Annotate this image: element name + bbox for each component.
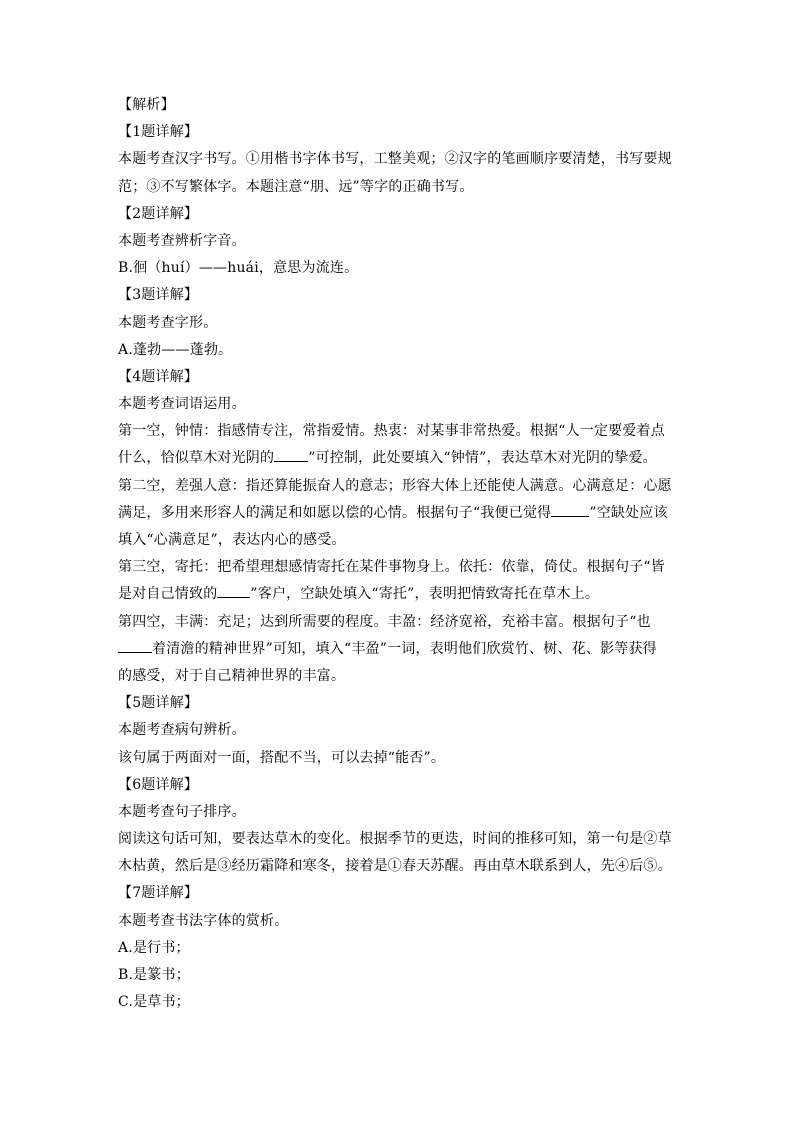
paragraph-line: 该句属于两面对一面，搭配不当，可以去掉“能否”。 — [118, 749, 446, 766]
paragraph-line: 本题考查字形。 — [118, 314, 218, 331]
paragraph-line: 木枯黄，然后是③经历霜降和寒冬，接着是①春天苏醒。再由草木联系到人，先④后⑤。 — [118, 858, 672, 875]
paragraph-line — [118, 581, 678, 608]
paragraph-line: 第二空，差强人意：指还算能振奋人的意志；形容大体上还能使人满意。心满意足：心愿 — [118, 477, 672, 494]
paragraph-line: 阅读这句话可知，要表达草木的变化。根据季节的更迭，时间的推移可知，第一句是②草 — [118, 831, 672, 848]
option-line: A.是行书； — [118, 939, 190, 956]
text-segment: ”空缺处应该 — [589, 504, 668, 521]
paragraph-line: 第三空，寄托：把希望理想感情寄托在某件事物身上。依托：依靠，倚仗。根据句子“皆 — [118, 559, 665, 576]
q3-heading: 【3题详解】 — [118, 287, 199, 304]
paragraph-line: 本题考查汉字书写。①用楷书字体书写，工整美观；②汉字的笔画顺序要清楚，书写要规 — [118, 151, 672, 168]
analysis-content — [118, 92, 678, 1016]
text-segment: 是对自己情致的 — [118, 586, 218, 603]
paragraph-line: 范；③不写繁体字。本题注意“朋、远”等字的正确书写。 — [118, 178, 474, 195]
paragraph-line: 本题考查病句辨析。 — [118, 722, 246, 739]
q7-heading: 【7题详解】 — [118, 885, 199, 902]
fill-blank — [551, 502, 589, 517]
fill-blank — [118, 638, 152, 653]
option-line: C.是草书； — [118, 994, 190, 1011]
paragraph-line: 第四空，丰满：充足；达到所需要的程度。丰盈：经济宽裕，充裕丰富。根据句子“也 — [118, 613, 651, 630]
q5-heading: 【5题详解】 — [118, 695, 199, 712]
option-line: B.是篆书； — [118, 967, 190, 983]
paragraph-line: 本题考查书法字体的赏析。 — [118, 912, 289, 929]
text-segment: 什么，恰似草木对光阴的 — [118, 450, 275, 467]
q4-heading: 【4题详解】 — [118, 368, 199, 385]
q1-heading: 【1题详解】 — [118, 124, 199, 141]
paragraph-line: 本题考查词语运用。 — [118, 396, 246, 413]
fill-blank — [274, 447, 308, 462]
paragraph-line — [118, 500, 678, 527]
paragraph-line: 的感受，对于自己精神世界的丰富。 — [118, 667, 346, 684]
text-segment: ”客户，空缺处填入“寄托”，表明把情致寄托在草木上。 — [250, 586, 600, 603]
paragraph-line: A.蓬勃——蓬勃。 — [118, 341, 233, 358]
paragraph-line: 第一空，钟情：指感情专注，常指爱情。热衷：对某事非常热爱。根据“人一定要爱着点 — [118, 423, 665, 440]
paragraph-line — [118, 445, 678, 472]
paragraph-line: B.徊（huí）——huái，意思为流连。 — [118, 260, 359, 277]
analysis-heading: 【解析】 — [118, 97, 175, 113]
text-segment: ”可控制，此处要填入“钟情”，表达草木对光阴的挚爱。 — [308, 450, 657, 467]
paragraph-line — [118, 636, 678, 663]
paragraph-line: 本题考查辨析字音。 — [118, 232, 246, 249]
paragraph-line: 本题考查句子排序。 — [118, 803, 246, 820]
q2-heading: 【2题详解】 — [118, 205, 199, 222]
fill-blank — [217, 583, 250, 598]
text-segment: 满足，多用来形容人的满足和如愿以偿的心情。根据句子“我便已觉得 — [118, 504, 552, 521]
q6-heading: 【6题详解】 — [118, 776, 199, 793]
text-segment: 着清澹的精神世界”可知，填入“丰盈”一词，表明他们欣赏竹、树、花、影等获得 — [152, 640, 657, 657]
paragraph-line: 填入“心满意足”，表达内心的感受。 — [118, 532, 346, 548]
